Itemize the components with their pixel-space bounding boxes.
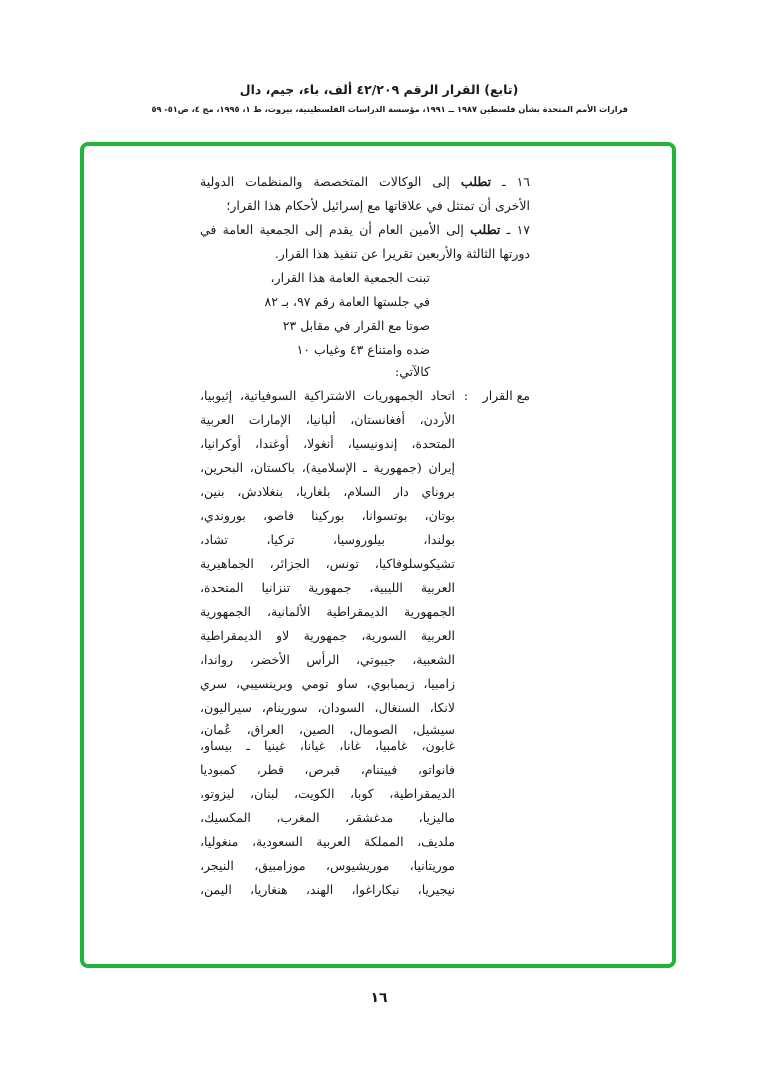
country-list-line: بروناي دار السلام، بلغاريا، بنغلادش، بنين، — [200, 484, 455, 499]
country-list-line: إيران (جمهورية ـ الإسلامية)، باكستان، البحرين، — [200, 460, 455, 475]
country-list-line: الأردن، أفغانستان، ألبانيا، الإمارات العربية — [200, 412, 455, 427]
country-list-line: فانواتو، فييتنام، قبرص، قطر، كمبوديا — [200, 762, 455, 777]
paragraph-16-line-2: الأخرى أن تمتثل في علاقاتها مع إسرائيل لأحكام هذا القرار؛ — [226, 198, 530, 213]
in-favor-colon: : — [463, 388, 469, 403]
paragraph-17-keyword: تطلب — [470, 222, 501, 237]
paragraph-16-line-1 — [200, 170, 530, 194]
country-list-line: سيشيل، الصومال، الصين، العراق، عُمان، — [200, 722, 455, 737]
vote-adopted: تبنت الجمعية العامة هذا القرار، — [270, 270, 430, 285]
country-list-line: ملديف، المملكة العربية السعودية، منغوليا، — [200, 834, 455, 849]
country-list-line: غابون، غامبيا، غانا، غيانا، غينيا ـ بيساو، — [200, 738, 455, 753]
country-list-line: لانكا، السنغال، السودان، سورينام، سيراليون، — [200, 700, 455, 715]
vote-meeting: في جلستها العامة رقم ٩٧، بـ ٨٢ — [264, 294, 430, 309]
paragraph-17-number: ١٧ ـ — [506, 222, 530, 237]
country-list-line: تشيكوسلوفاكيا، تونس، الجزائر، الجماهيرية — [200, 556, 455, 571]
vote-in-favor-count: صوتا مع القرار في مقابل ٢٣ — [282, 318, 430, 333]
header-source-citation: قرارات الأمم المتحدة بشأن فلسطين ١٩٨٧ ــ ١٩٩١، مؤسسة الدراسات الفلسطينية، بيروت، ط ١، ١٩٩٥، مج ٤، ص٥١- ٥٩ — [151, 104, 628, 114]
vote-as-follows: كالآتي: — [395, 364, 430, 379]
paragraph-17-line-2: دورتها الثالثة والأربعين تقريرا عن تنفيذ هذا القرار. — [274, 246, 530, 261]
country-list-line: ماليزيا، مدغشقر، المغرب، المكسيك، — [200, 810, 455, 825]
country-list-line: بوتان، بوتسوانا، بوركينا فاصو، بوروندي، — [200, 508, 455, 523]
country-list-line: العربية الليبية، جمهورية تنزانيا المتحدة، — [200, 580, 455, 595]
country-list-line: الديمقراطية، كوبا، الكويت، لبنان، ليزوتو، — [200, 786, 455, 801]
country-list-line: اتحاد الجمهوريات الاشتراكية السوفياتية، إثيوبيا، — [200, 388, 455, 403]
paragraph-17-line-1 — [200, 218, 530, 242]
paragraph-17-text: إلى الأمين العام أن يقدم إلى الجمعية العامة في — [200, 222, 464, 237]
page-number: ١٦ — [370, 990, 388, 1006]
country-list-line: موريتانيا، موريشيوس، موزامبيق، النيجر، — [200, 858, 455, 873]
country-list-line: نيجيريا، نيكاراغوا، الهند، هنغاريا، اليمن، — [200, 882, 455, 897]
country-list-line: زامبيا، زيمبابوي، ساو تومي وبرينسيبي، سري — [200, 676, 455, 691]
country-list-line: الشعبية، جيبوتي، الرأس الأخضر، رواندا، — [200, 652, 455, 667]
paragraph-16-text: إلى الوكالات المتخصصة والمنظمات الدولية — [200, 174, 450, 189]
country-list-line: الجمهورية الديمقراطية الألمانية، الجمهورية — [200, 604, 455, 619]
in-favor-label: مع القرار — [482, 388, 530, 403]
country-list-line: المتحدة، إندونيسيا، أنغولا، أوغندا، أوكرانيا، — [200, 436, 455, 451]
header-title: (تابع) القرار الرقم ٤٢/٢٠٩ ألف، باء، جيم، دال — [239, 82, 519, 97]
vote-against-abstain: ضده وامتناع ٤٣ وغياب ١٠ — [296, 342, 430, 357]
country-list-line: العربية السورية، جمهورية لاو الديمقراطية — [200, 628, 455, 643]
paragraph-16-number: ١٦ ـ — [502, 174, 530, 189]
country-list-line: بولندا، بيلوروسيا، تركيا، تشاد، — [200, 532, 455, 547]
paragraph-16-keyword: تطلب — [460, 174, 492, 189]
